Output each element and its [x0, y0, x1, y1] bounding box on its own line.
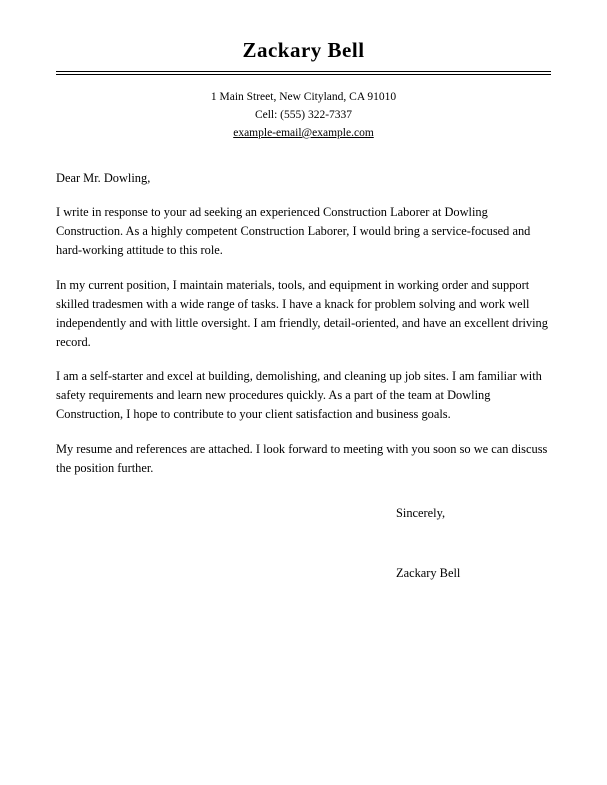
body-paragraph-4: My resume and references are attached. I look forward to meeting with you soon so we can discuss the position further.: [56, 441, 548, 475]
body-paragraph-3: I am a self-starter and excel at building, demolishing, and cleaning up job sites. I am familiar with safety requirements and learn new procedures quickly. As a part of the team at Dowling Construction, I hope to contribute to your client satisfaction and business goals.: [56, 369, 542, 422]
letter-closing-block: [56, 504, 551, 584]
applicant-name: Zackary Bell: [242, 38, 365, 62]
header-divider: [56, 71, 551, 75]
body-paragraph-2: In my current position, I maintain materials, tools, and equipment in working order and support skilled tradesmen with a wide range of tasks. I have a knack for problem solving and work well independently and with little oversight. I am friendly, detail-oriented, and have an excellent driving record.: [56, 278, 548, 349]
salutation: Dear Mr. Dowling,: [56, 170, 151, 185]
letter-body: [56, 169, 551, 478]
contact-address: 1 Main Street, New Cityland, CA 91010: [210, 91, 397, 104]
letterhead: [56, 38, 551, 143]
contact-email: example-email@example.com: [233, 126, 374, 139]
contact-phone: Cell: (555) 322-7337: [254, 109, 353, 121]
body-paragraph-1: I write in response to your ad seeking an experienced Construction Laborer at Dowling Construction. As a highly competent Construction Laborer, I would bring a service-focused and hard-working attitude to this role.: [56, 205, 531, 258]
signature-name: Zackary Bell: [396, 566, 461, 581]
closing-salutation: Sincerely,: [396, 505, 446, 520]
